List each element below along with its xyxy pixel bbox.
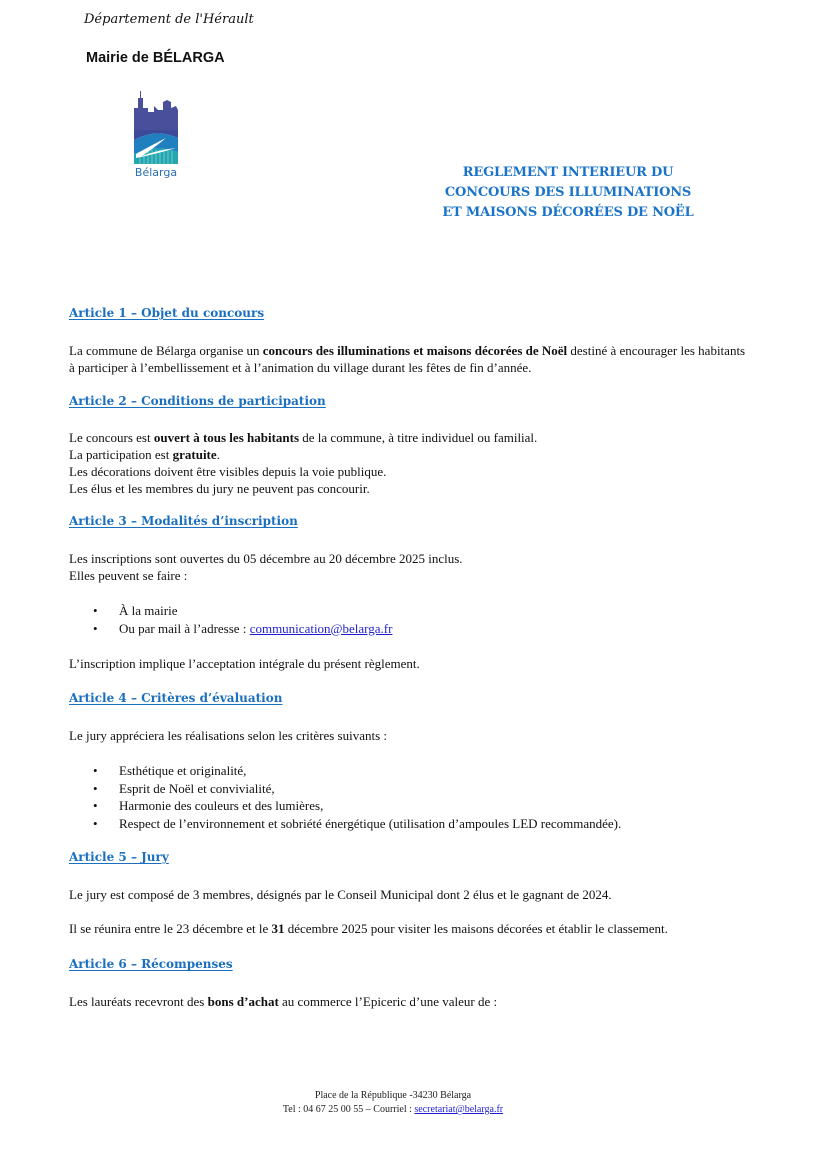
footer-address: Place de la République -34230 Bélarga [314, 1090, 472, 1101]
list-item [93, 620, 392, 638]
text-segment: La commune de Bélarga organise un [69, 343, 263, 358]
text-segment: Ou par mail à l’adresse : [119, 620, 250, 636]
text-line: Les élus et les membres du jury ne peuvent pas concourir. [69, 481, 370, 496]
list-item: • Esprit de Noël et convivialité, [93, 780, 621, 798]
list-item: • Respect de l’environnement et sobriété énergétique (utilisation d’ampoules LED recommandée). [93, 815, 621, 833]
text-segment: La participation est [69, 447, 173, 462]
list-item: • À la mairie [93, 602, 392, 620]
text-segment: décembre 2025 pour visiter les maisons décorées et établir le classement. [284, 921, 668, 936]
article-1-heading: Article 1 – Objet du concours [69, 306, 265, 320]
list-item: • Esthétique et originalité, [93, 762, 621, 780]
bold-segment: concours des illuminations et maisons décorées de Noël [262, 343, 568, 358]
title-line: ET MAISONS DÉCORÉES DE NOËL [442, 205, 694, 220]
title-line: CONCOURS DES ILLUMINATIONS [444, 185, 692, 200]
text-segment: Le concours est [69, 430, 154, 445]
text-line: Les décorations doivent être visibles depuis la voie publique. [69, 464, 387, 479]
article-4-intro: Le jury appréciera les réalisations selon les critères suivants : [69, 728, 388, 743]
text-segment: de la commune, à titre individuel ou familial. [299, 430, 538, 445]
article-5-p2 [69, 920, 749, 937]
article-3-closing: L’inscription implique l’acceptation intégrale du présent règlement. [69, 656, 420, 671]
department-label: Département de l'Hérault [84, 12, 254, 27]
text-line [69, 429, 749, 446]
article-6-heading: Article 6 – Récompenses [69, 957, 233, 971]
bold-segment: 31 [271, 921, 285, 936]
article-5-p1: Le jury est composé de 3 membres, désignés par le Conseil Municipal dont 2 élus et le gagnant de 2024. [69, 887, 612, 902]
article-4-heading: Article 4 – Critères d’évaluation [69, 691, 283, 705]
text-line: Elles peuvent se faire : [69, 568, 188, 583]
article-3-text [69, 550, 749, 584]
title-line: REGLEMENT INTERIEUR DU [462, 165, 674, 180]
text-segment: . [216, 447, 220, 462]
document-title [420, 163, 716, 223]
text-segment: Tel : 04 67 25 00 55 – Courriel : [282, 1104, 415, 1115]
text-segment: Les lauréats recevront des [69, 994, 208, 1009]
criteria-list [93, 762, 621, 832]
text-segment: destiné à encourager les habitants à participer à l’embellissement et à l’animation du village durant les fêtes de fin d’année. [69, 343, 746, 375]
mairie-name: Mairie de BÉLARGA [86, 50, 225, 66]
text-segment: au commerce l’Epiceric d’une valeur de : [278, 994, 498, 1009]
bold-segment: ouvert à tous les habitants [153, 430, 300, 445]
inscription-methods-list [93, 602, 392, 637]
secretariat-email-link[interactable]: secretariat@belarga.fr [414, 1104, 504, 1115]
article-3-heading: Article 3 – Modalités d’inscription [69, 514, 298, 528]
list-item: • Harmonie des couleurs et des lumières, [93, 797, 621, 815]
text-line: Les inscriptions sont ouvertes du 05 décembre au 20 décembre 2025 inclus. [69, 551, 463, 566]
logo-label: Bélarga [134, 166, 178, 179]
communication-email-link[interactable]: communication@belarga.fr [249, 620, 393, 636]
bold-segment: gratuite [172, 447, 217, 462]
footer-contact [200, 1103, 586, 1117]
bold-segment: bons d’achat [207, 994, 279, 1009]
belarga-logo [130, 88, 182, 184]
article-5-heading: Article 5 – Jury [69, 850, 169, 864]
article-2-text [69, 429, 749, 497]
article-1-text [69, 342, 749, 376]
page-footer [200, 1089, 586, 1117]
text-segment: Il se réunira entre le 23 décembre et le [69, 921, 272, 936]
article-2-heading: Article 2 – Conditions de participation [69, 394, 326, 408]
text-line [69, 446, 749, 463]
article-6-text [69, 993, 749, 1010]
